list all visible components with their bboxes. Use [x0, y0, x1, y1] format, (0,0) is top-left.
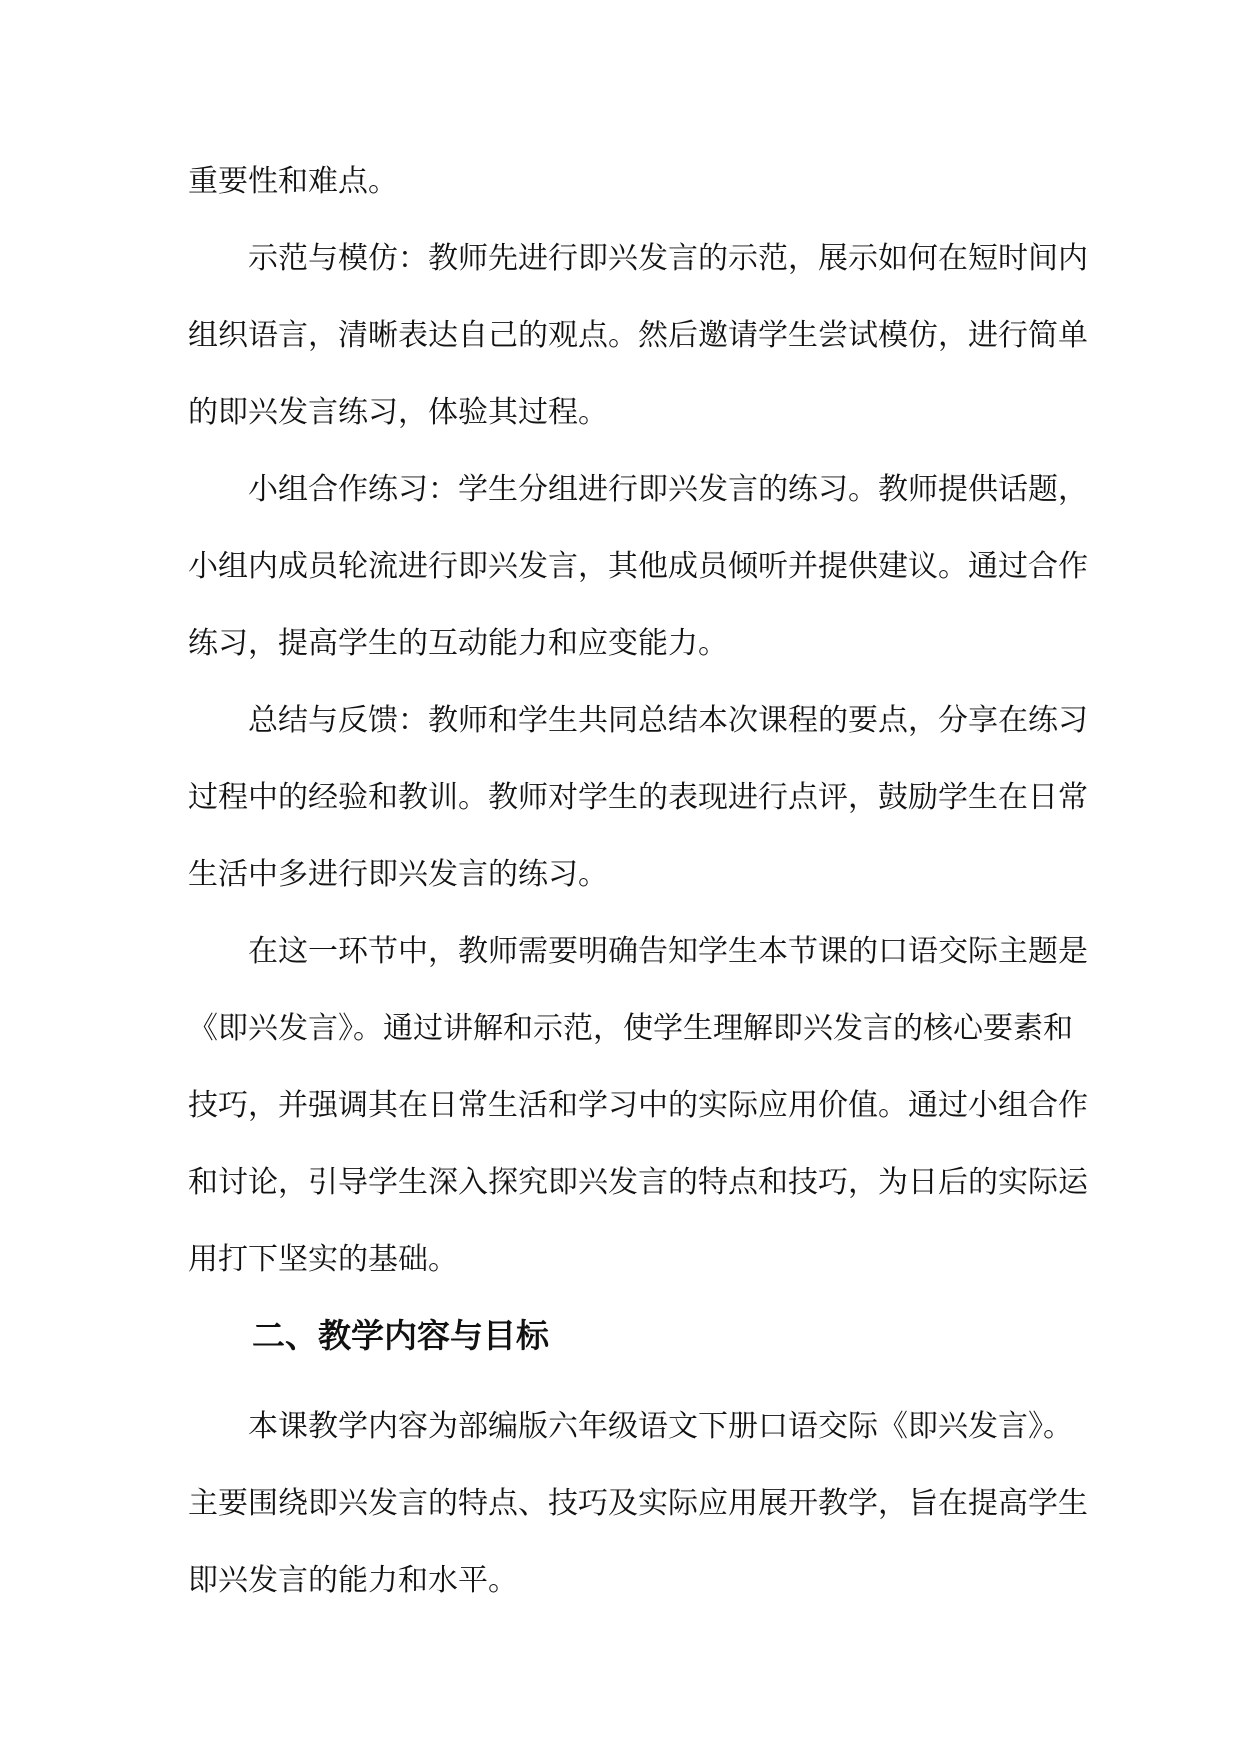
text-line: 即兴发言的能力和水平。: [188, 1563, 518, 1598]
text-line: 小组内成员轮流进行即兴发言，其他成员倾听并提供建议。通过合作: [188, 549, 1088, 584]
text-line: 技巧，并强调其在日常生活和学习中的实际应用价值。通过小组合作: [188, 1088, 1088, 1123]
text-line: 小组合作练习：学生分组进行即兴发言的练习。教师提供话题，: [248, 472, 1088, 507]
section-heading: 二、教学内容与目标: [252, 1316, 549, 1355]
text-line: 示范与模仿：教师先进行即兴发言的示范，展示如何在短时间内: [248, 241, 1088, 276]
text-line: 在这一环节中，教师需要明确告知学生本节课的口语交际主题是: [248, 934, 1088, 969]
text-line: 本课教学内容为部编版六年级语文下册口语交际《即兴发言》。: [248, 1409, 1073, 1444]
text-line: 重要性和难点。: [188, 164, 398, 199]
text-line: 和讨论，引导学生深入探究即兴发言的特点和技巧，为日后的实际运: [188, 1165, 1088, 1200]
text-line: 主要围绕即兴发言的特点、技巧及实际应用展开教学，旨在提高学生: [188, 1486, 1088, 1521]
text-line: 生活中多进行即兴发言的练习。: [188, 857, 608, 892]
body-text-top: [188, 143, 1088, 1298]
body-text-bottom: [188, 1388, 1088, 1619]
text-line: 《即兴发言》。通过讲解和示范，使学生理解即兴发言的核心要素和: [188, 1011, 1073, 1046]
text-line: 练习，提高学生的互动能力和应变能力。: [188, 626, 728, 661]
text-line: 过程中的经验和教训。教师对学生的表现进行点评，鼓励学生在日常: [188, 780, 1088, 815]
text-line: 总结与反馈：教师和学生共同总结本次课程的要点，分享在练习: [248, 703, 1088, 738]
text-line: 组织语言，清晰表达自己的观点。然后邀请学生尝试模仿，进行简单: [188, 318, 1088, 353]
text-line: 用打下坚实的基础。: [188, 1242, 458, 1277]
text-line: 的即兴发言练习，体验其过程。: [188, 395, 608, 430]
